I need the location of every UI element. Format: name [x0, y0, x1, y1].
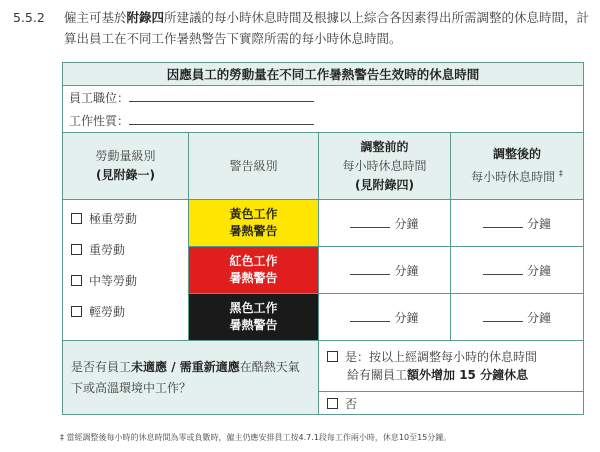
checkbox[interactable]	[71, 213, 82, 224]
minutes-after-black[interactable]: 分鐘	[451, 294, 584, 341]
level-option[interactable]: 重勞動	[71, 235, 188, 266]
minutes-before-yellow[interactable]: 分鐘	[319, 200, 451, 247]
nature-field: 工作性質：	[63, 109, 584, 133]
header-after: 調整後的 每小時休息時間 ‡	[451, 133, 584, 200]
minutes-after-red[interactable]: 分鐘	[451, 247, 584, 294]
position-blank[interactable]	[129, 89, 314, 102]
clause-text: 僱主可基於附錄四所建議的每小時休息時間及根據以上綜合各因素得出所需調整的休息時間，計算出員工在不同工作暑熱警告下實際所需的每小時休息時間。	[64, 10, 590, 46]
yellow-warning: 黃色工作 暑熱警告	[189, 200, 319, 247]
rest-time-table	[62, 62, 584, 415]
minutes-before-red[interactable]: 分鐘	[319, 247, 451, 294]
level-option[interactable]: 輕勞動	[71, 297, 188, 328]
option-no[interactable]: 否	[319, 392, 584, 415]
option-yes[interactable]: 是：按以上經調整每小時的休息時間 給有關員工額外增加 15 分鐘休息	[319, 341, 584, 392]
workload-levels	[63, 200, 189, 341]
black-warning: 黑色工作 暑熱警告	[189, 294, 319, 341]
minutes-before-black[interactable]: 分鐘	[319, 294, 451, 341]
header-before: 調整前的 每小時休息時間 (見附錄四)	[319, 133, 451, 200]
footnote: ‡ 當經調整後每小時的休息時間為零或負數時，僱主仍應安排員工按4.7.1段每工作兩小時，休息10至15分鐘。	[60, 433, 452, 442]
clause-number: 5.5.2	[13, 10, 45, 25]
table-title: 因應員工的勞動量在不同工作暑熱警告生效時的休息時間	[63, 63, 584, 86]
checkbox[interactable]	[327, 351, 338, 362]
level-option[interactable]: 極重勞動	[71, 204, 188, 235]
level-option[interactable]: 中等勞動	[71, 266, 188, 297]
header-workload: 勞動量級別 (見附錄一)	[63, 133, 189, 200]
red-warning: 紅色工作 暑熱警告	[189, 247, 319, 294]
minutes-after-yellow[interactable]: 分鐘	[451, 200, 584, 247]
header-warning: 警告級別	[189, 133, 319, 200]
acclimatisation-question: 是否有員工未適應 / 需重新適應在酷熱天氣下或高溫環境中工作？	[63, 341, 319, 415]
checkbox[interactable]	[71, 306, 82, 317]
checkbox[interactable]	[71, 275, 82, 286]
nature-blank[interactable]	[129, 112, 314, 125]
position-field: 員工職位：	[63, 86, 584, 110]
checkbox[interactable]	[327, 398, 338, 409]
checkbox[interactable]	[71, 244, 82, 255]
